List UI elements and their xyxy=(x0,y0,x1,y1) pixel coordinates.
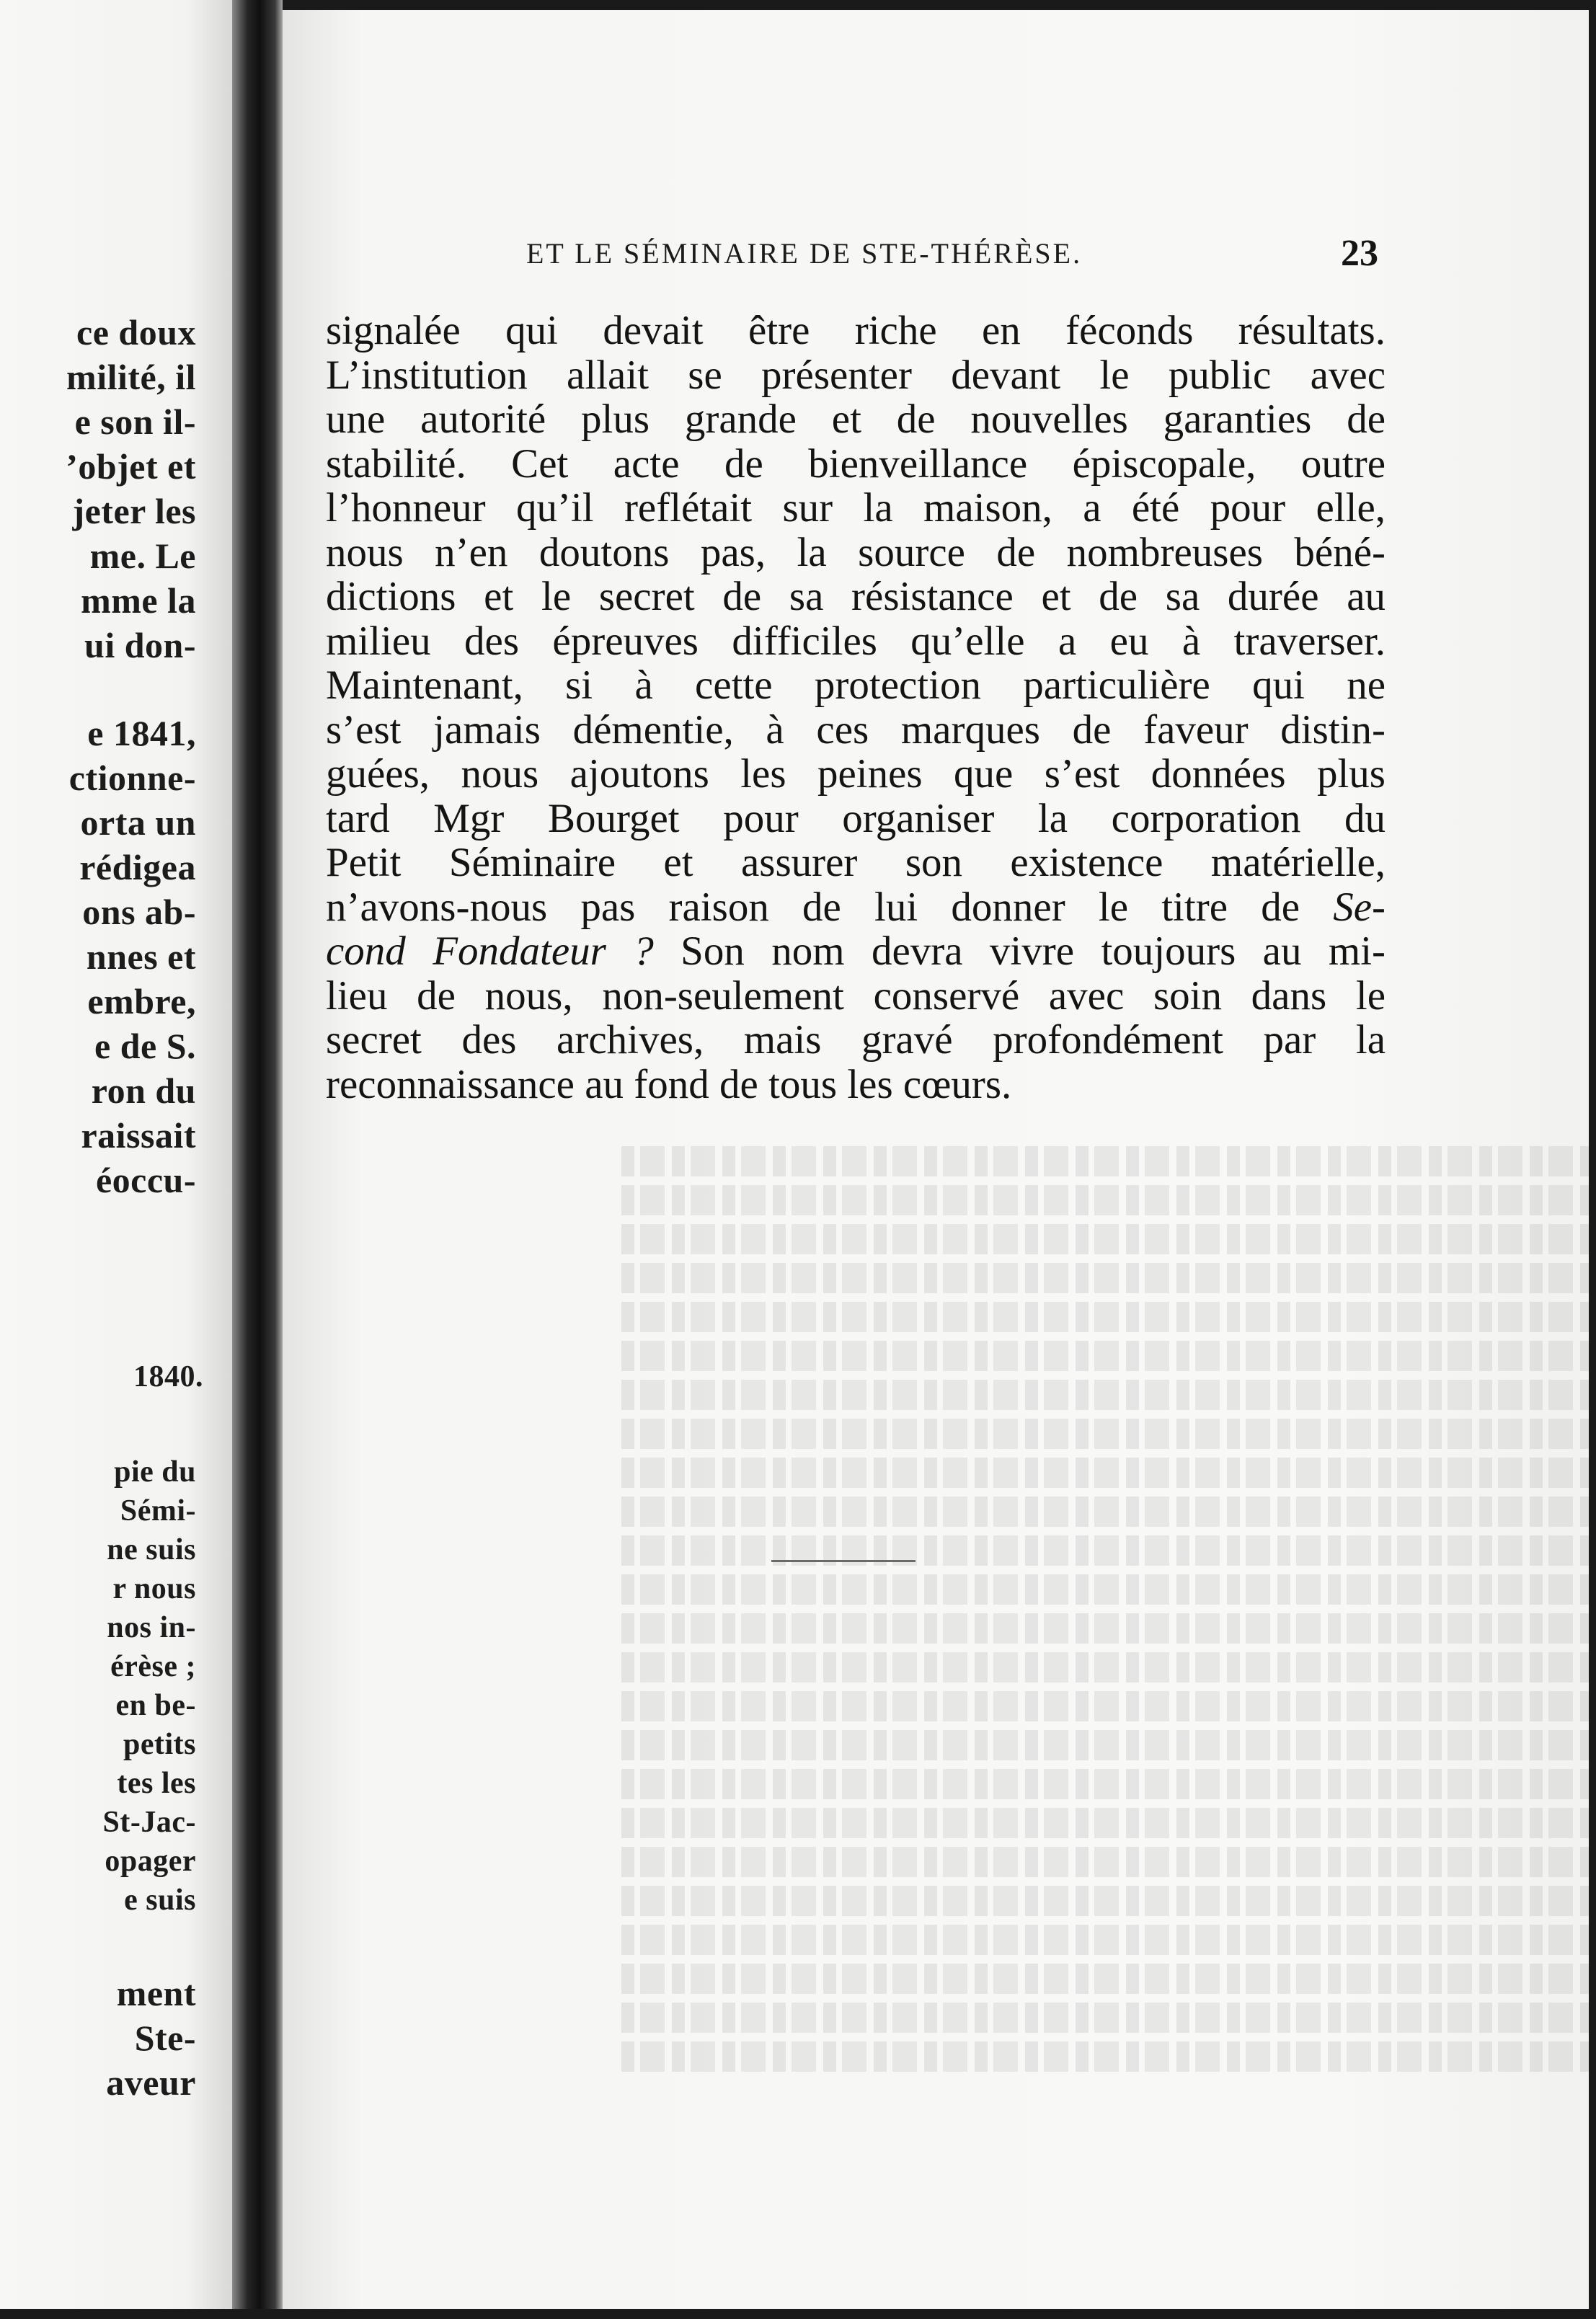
facing-line: petits xyxy=(123,1728,196,1761)
facing-line: e suis xyxy=(124,1884,196,1917)
text-line: l’honneur qu’il reflétait sur la maison, a été pour elle, xyxy=(326,486,1386,531)
text-line: L’institution allait se présenter devant le public avec xyxy=(326,352,1386,397)
facing-line: e 1841, xyxy=(87,713,196,753)
text-line: tard Mgr Bourget pour organiser la corporation du xyxy=(326,796,1386,841)
facing-line: en be- xyxy=(115,1689,196,1722)
facing-line: ons ab- xyxy=(82,892,196,932)
facing-line: ne suis xyxy=(107,1533,196,1566)
facing-line: embre, xyxy=(87,981,196,1021)
text-line: nous n’en doutons pas, la source de nombreuses béné- xyxy=(326,530,1386,575)
body-paragraph xyxy=(326,309,1386,1107)
facing-line: Sémi- xyxy=(120,1494,196,1527)
facing-line: aveur xyxy=(106,2062,196,2103)
facing-line: 1840. xyxy=(133,1360,203,1393)
text-line: stabilité. Cet acte de bienveillance épiscopale, outre xyxy=(326,441,1386,486)
facing-line: tes les xyxy=(117,1767,196,1800)
facing-line: orta un xyxy=(80,802,196,843)
facing-line: e de S. xyxy=(94,1026,196,1066)
scan-top-edge xyxy=(283,0,1596,10)
facing-line: ment xyxy=(116,1973,196,2013)
facing-line: e son il- xyxy=(74,402,196,442)
facing-line: milité, il xyxy=(66,357,196,397)
facing-line: raissait xyxy=(81,1115,196,1156)
text-line: secret des archives, mais gravé profondément par la xyxy=(326,1018,1386,1063)
facing-line: nnes et xyxy=(86,936,196,977)
facing-line: opager xyxy=(105,1845,196,1878)
section-end-rule xyxy=(771,1560,916,1562)
scan-bottom-edge xyxy=(0,2309,1596,2319)
text-line: dictions et le secret de sa résistance et de sa durée au xyxy=(326,575,1386,619)
text-line xyxy=(326,885,1386,930)
facing-line: érèse ; xyxy=(110,1650,196,1683)
scan-right-edge xyxy=(1589,0,1596,2319)
text-line: lieu de nous, non-seulement conservé avec soin dans le xyxy=(326,973,1386,1018)
text-line: signalée qui devait être riche en féconds résultats. xyxy=(326,309,1386,353)
text-line-part: Son nom devra vivre toujours au mi- xyxy=(680,929,1386,974)
facing-line: ce doux xyxy=(76,312,196,352)
facing-line: Ste- xyxy=(134,2018,196,2058)
facing-line: St-Jac- xyxy=(102,1806,196,1839)
italic-title-part: Se- xyxy=(1333,884,1386,929)
text-line-part: n’avons-nous pas raison de lui donner le titre de xyxy=(326,884,1300,929)
facing-line: pie du xyxy=(114,1455,196,1489)
facing-line: nos in- xyxy=(107,1611,196,1644)
facing-line: jeter les xyxy=(72,491,196,531)
book-gutter xyxy=(232,0,283,2319)
text-line: milieu des épreuves difficiles qu’elle a eu à traverser. xyxy=(326,618,1386,663)
text-line: une autorité plus grande et de nouvelles garanties de xyxy=(326,397,1386,442)
facing-line: éoccu- xyxy=(95,1160,196,1200)
facing-line: ’objet et xyxy=(66,446,196,487)
text-line: Maintenant, si à cette protection particulière qui ne xyxy=(326,663,1386,708)
text-line: Petit Séminaire et assurer son existence matérielle, xyxy=(326,841,1386,885)
facing-line: ctionne- xyxy=(68,758,196,798)
running-head xyxy=(526,233,1391,280)
facing-line: ui don- xyxy=(84,625,196,665)
running-title: ET LE SÉMINAIRE DE STE-THÉRÈSE. xyxy=(526,237,1083,270)
text-line: reconnaissance au fond de tous les cœurs. xyxy=(326,1062,1012,1107)
facing-page-fragment xyxy=(0,0,232,2319)
page-number: 23 xyxy=(1341,233,1378,274)
text-line xyxy=(326,929,1386,974)
facing-line: rédigea xyxy=(79,847,196,887)
text-line: guées, nous ajoutons les peines que s’est données plus xyxy=(326,752,1386,797)
text-line: s’est jamais démentie, à ces marques de faveur distin- xyxy=(326,707,1386,752)
facing-line: r nous xyxy=(112,1572,196,1605)
bleed-through-shadow xyxy=(621,1146,1596,2141)
facing-line: me. Le xyxy=(89,536,196,576)
facing-line: ron du xyxy=(91,1070,196,1111)
italic-title-part: cond Fondateur ? xyxy=(326,929,654,974)
facing-line: mme la xyxy=(81,580,196,621)
